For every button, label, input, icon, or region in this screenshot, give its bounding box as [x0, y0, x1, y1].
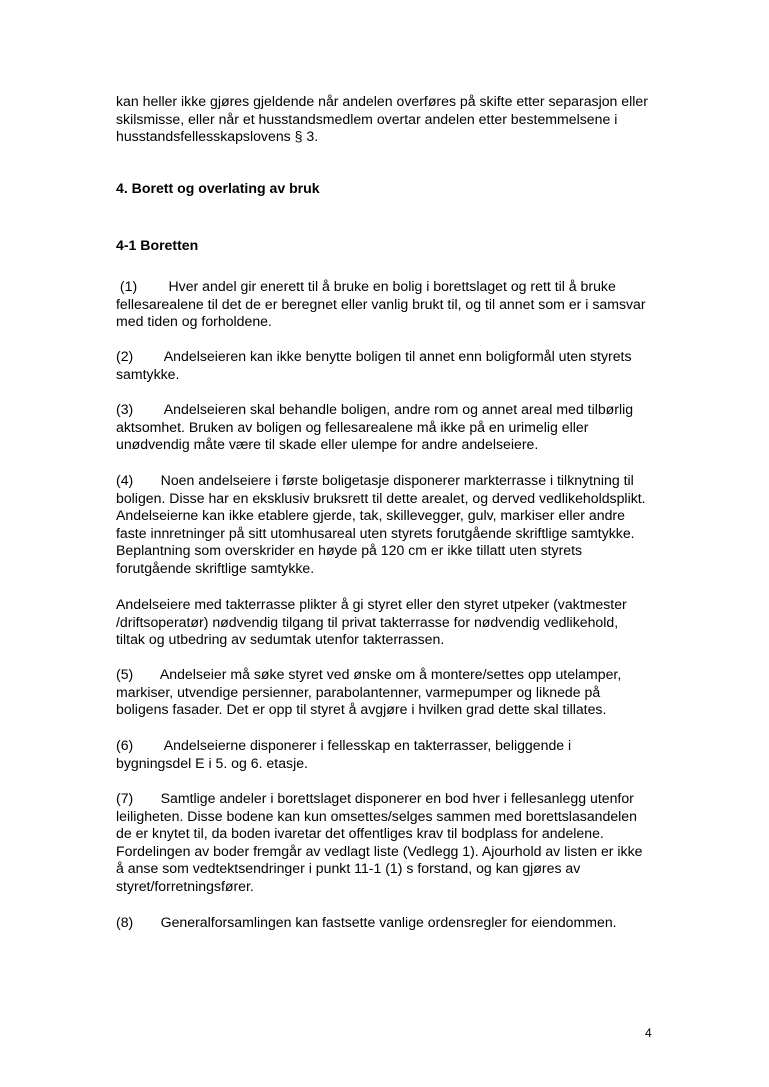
text-line: (6) Andelseierne disponerer i fellesskap en takterrasser, beliggende i	[116, 737, 572, 753]
text-line: samtykke.	[116, 365, 180, 382]
paragraph-8	[116, 914, 661, 932]
text-line: Fordelingen av boder fremgår av vedlagt liste (Vedlegg 1). Ajourhold av listen er ikke	[116, 842, 643, 859]
paragraph-5	[116, 666, 661, 719]
text-line: (5) Andelseier må søke styret ved ønske om å montere/settes opp utelamper,	[116, 666, 622, 682]
text-line: kan heller ikke gjøres gjeldende når andelen overføres på skifte etter separasjon eller	[116, 93, 648, 109]
text-line: (8) Generalforsamlingen kan fastsette vanlige ordensregler for eiendommen.	[116, 914, 617, 930]
text-line: boligen. Disse har en eksklusiv bruksrett til dette arealet, og derved vedlikeholdsplikt.	[116, 489, 646, 506]
text-line: (3) Andelseieren skal behandle boligen, andre rom og annet areal med tilbørlig	[116, 401, 634, 417]
text-line: leiligheten. Disse bodene kan kun omsettes/selges sammen med borettslasandelen	[116, 807, 637, 824]
paragraph-3	[116, 401, 661, 454]
text-line: markiser, utvendige persienner, parabolantenner, varmepumper og liknede på	[116, 683, 601, 700]
text-line: skilsmisse, eller når et husstandsmedlem overtar andelen etter bestemmelsene i	[116, 110, 618, 127]
text-line: Beplantning som overskrider en høyde på 120 cm er ikke tillatt uten styrets	[116, 542, 583, 559]
paragraph-4b	[116, 596, 661, 649]
text-line: fellesarealene til det de er beregnet eller vanlig brukt til, og til annet som er i samsvar	[116, 295, 646, 312]
text-line: aktsomhet. Bruken av boligen og fellesarealene må ikke på en urimelig eller	[116, 418, 589, 435]
subsection-heading: 4-1 Boretten	[116, 237, 199, 253]
text-line: husstandsfellesskapslovens § 3.	[116, 128, 319, 145]
paragraph-6	[116, 737, 661, 772]
text-line: de er knytet til, da boden ivaretar det offentliges krav til bodplass for andelene.	[116, 825, 604, 842]
text-line: Andelseiere med takterrasse plikter å gi styret eller den styret utpeker (vaktmester	[116, 596, 627, 612]
paragraph-1	[116, 278, 661, 331]
paragraph-7	[116, 790, 661, 896]
text-line: (1) Hver andel gir enerett til å bruke en bolig i borettslaget og rett til å bruke	[116, 278, 616, 294]
text-line: styret/forretningsfører.	[116, 877, 254, 894]
text-line: med tiden og forholdene.	[116, 313, 272, 330]
text-line: faste innretninger på sitt utomhusareal uten styrets forutgående skriftlige samtykke.	[116, 524, 635, 541]
text-line: å anse som vedtektsendringer i punkt 11-1 (1) s forstand, og kan gjøres av	[116, 860, 581, 877]
paragraph-4	[116, 472, 661, 578]
text-line: tiltak og utbedring av sedumtak utenfor takterrassen.	[116, 631, 445, 648]
text-line: (7) Samtlige andeler i borettslaget disponerer en bod hver i fellesanlegg utenfor	[116, 790, 634, 806]
section-heading: 4. Borett og overlating av bruk	[116, 180, 320, 196]
text-line: unødvendig måte være til skade eller ulempe for andre andelseiere.	[116, 436, 539, 453]
text-line: /driftsoperatør) nødvendig tilgang til privat takterrasse for nødvendig vedlikehold,	[116, 613, 619, 630]
paragraph-2	[116, 348, 661, 383]
text-line: (2) Andelseieren kan ikke benytte boligen til annet enn boligformål uten styrets	[116, 348, 632, 364]
intro-paragraph	[116, 93, 661, 146]
text-line: boligens fasader. Det er opp til styret å avgjøre i hvilken grad dette skal tillates.	[116, 701, 607, 718]
page-number: 4	[645, 1026, 652, 1040]
text-line: forutgående skriftlige samtykke.	[116, 559, 315, 576]
text-line: Andelseierne kan ikke etablere gjerde, tak, skillevegger, gulv, markiser eller andre	[116, 507, 625, 524]
text-line: bygningsdel E i 5. og 6. etasje.	[116, 754, 308, 771]
text-line: (4) Noen andelseiere i første boligetasje disponerer markterrasse i tilknytning til	[116, 472, 634, 488]
